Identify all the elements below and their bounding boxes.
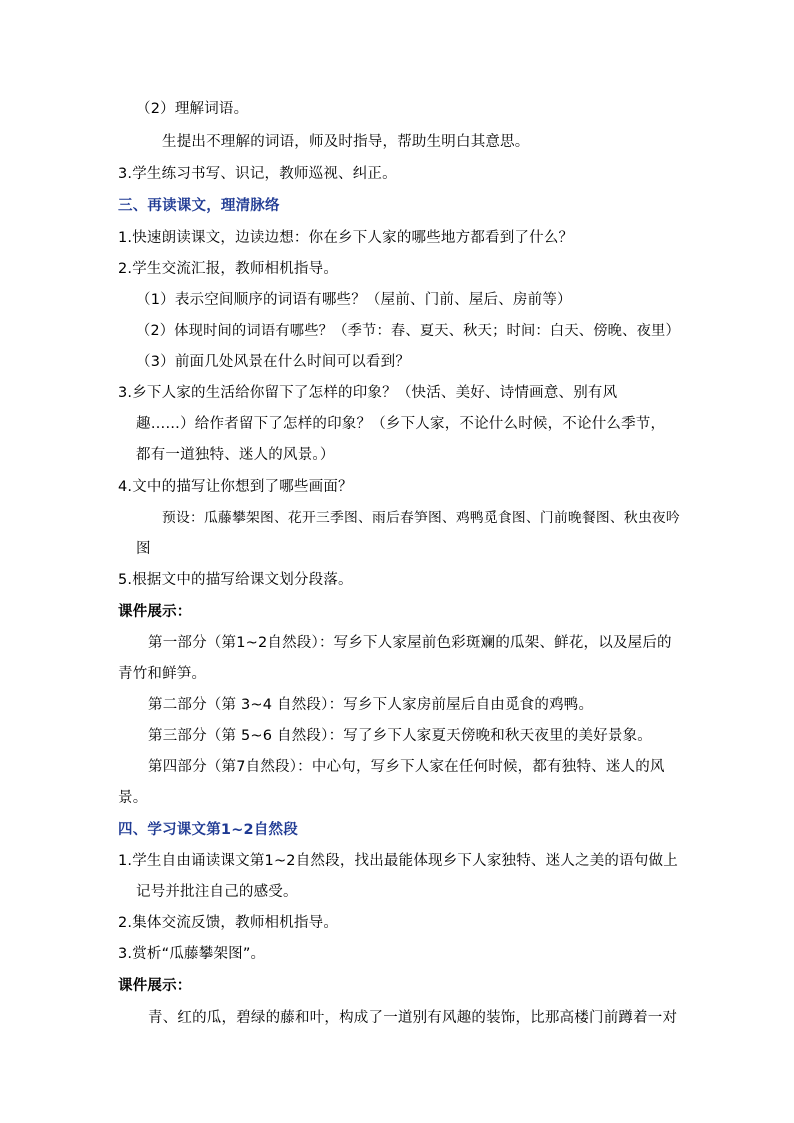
- text-line: 记号并批注自己的感受。: [136, 884, 298, 900]
- text-line: 都有一道独特、迷人的风景。）: [136, 447, 335, 463]
- text-line: 第一部分（第1~2自然段）：写乡下人家屋前色彩斑斓的瓜架、鲜花，以及屋后的: [148, 635, 672, 651]
- text-line: （1）表示空间顺序的词语有哪些？（屋前、门前、屋后、房前等）: [136, 292, 572, 308]
- text-line: （3）前面几处风景在什么时间可以看到？: [136, 354, 411, 370]
- text-line: 景。: [118, 790, 148, 806]
- text-line: 5.根据文中的描写给课文划分段落。: [118, 572, 353, 588]
- text-line: 1.快速朗读课文，边读边想：你在乡下人家的哪些地方都看到了什么？: [118, 230, 574, 246]
- text-line: （2）体现时间的词语有哪些？（季节：春、夏天、秋天；时间：白天、傍晚、夜里）: [136, 323, 680, 339]
- text-line: （2）理解词语。: [136, 101, 249, 117]
- text-line: 第二部分（第 3~4 自然段）：写乡下人家房前屋后自由觅食的鸡鸭。: [148, 697, 594, 713]
- text-line: 3.学生练习书写、识记，教师巡视、纠正。: [118, 166, 397, 182]
- text-line: 趣……）给作者留下了怎样的印象？（乡下人家，不论什么时候，不论什么季节，: [136, 416, 666, 432]
- text-line: 青竹和鲜笋。: [118, 666, 207, 682]
- text-line: 生提出不理解的词语，师及时指导，帮助生明白其意思。: [162, 134, 530, 150]
- courseware-label: 课件展示：: [118, 978, 192, 994]
- text-line: 第三部分（第 5~6 自然段）：写了乡下人家夏天傍晚和秋天夜里的美好景象。: [148, 728, 652, 744]
- text-line: 2.集体交流反馈，教师相机指导。: [118, 915, 339, 931]
- text-line: 青、红的瓜，碧绿的藤和叶，构成了一道别有风趣的装饰，比那高楼门前蹲着一对: [148, 1010, 678, 1026]
- courseware-label: 课件展示：: [118, 604, 192, 620]
- text-line: 图: [136, 541, 151, 557]
- text-line: 3.乡下人家的生活给你留下了怎样的印象？（快活、美好、诗情画意、别有风: [118, 385, 618, 401]
- text-line: 3.赏析“瓜藤攀架图”。: [118, 946, 266, 962]
- text-line: 预设：瓜藤攀架图、花开三季图、雨后春笋图、鸡鸭觅食图、门前晚餐图、秋虫夜吟: [162, 510, 680, 526]
- text-line: 4.文中的描写让你想到了哪些画面？: [118, 479, 353, 495]
- text-line: 2.学生交流汇报，教师相机指导。: [118, 261, 339, 277]
- section-heading: 四、学习课文第1~2自然段: [118, 822, 298, 838]
- section-heading: 三、再读课文，理清脉络: [118, 198, 280, 214]
- text-line: 1.学生自由诵读课文第1~2自然段，找出最能体现乡下人家独特、迷人之美的语句做上: [118, 853, 678, 869]
- text-line: 第四部分（第7自然段）：中心句，写乡下人家在任何时候，都有独特、迷人的风: [148, 759, 665, 775]
